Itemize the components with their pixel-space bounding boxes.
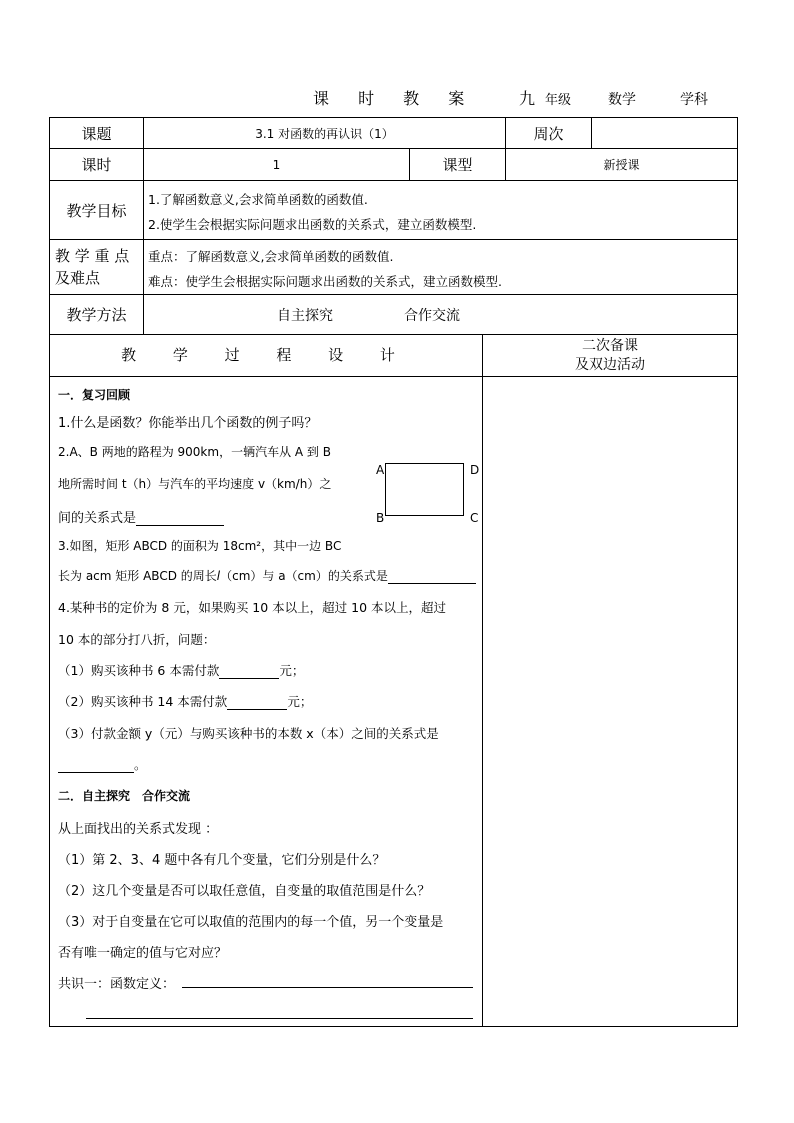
question-2-text: 间的关系式是 — [58, 511, 137, 526]
vertex-b-label: B — [376, 511, 385, 525]
difficulty: 难点：使学生会根据实际问题求出函数的关系式，建立函数模型. — [148, 274, 502, 289]
section-2-question-1: （1）第 2、3、4 题中各有几个变量，它们分别是什么？ — [58, 853, 386, 868]
subject-label: 学科 — [680, 92, 708, 108]
method-1: 自主探究 — [277, 307, 333, 324]
page-header — [0, 86, 794, 110]
question-2-line3 — [58, 507, 224, 526]
method-2: 合作交流 — [404, 307, 460, 324]
question-4-line2: 10 本的部分打八折，问题： — [58, 632, 216, 647]
vertex-d-label: D — [470, 463, 480, 477]
section-2-question-3-line1: （3）对于自变量在它可以取值的范围内的每一个值，另一个变量是 — [58, 915, 444, 930]
type-value: 新授课 — [603, 158, 640, 172]
section-2-question-3-line2: 否有唯一确定的值与它对应？ — [58, 946, 228, 961]
question-2-line1: 2.A、B 两地的路程为 900km，一辆汽车从 A 到 B — [58, 445, 331, 459]
section-2-intro: 从上面找出的关系式发现 ： — [58, 822, 219, 837]
notes-title-line2: 及双边活动 — [575, 357, 645, 373]
topic-label: 课题 — [81, 124, 112, 143]
subject-value: 数学 — [608, 92, 636, 108]
row-divider — [49, 376, 738, 377]
question-4-part2-unit: 元； — [287, 694, 313, 709]
week-value — [592, 118, 737, 148]
answer-blank — [58, 758, 134, 773]
question-4-part1 — [58, 661, 304, 679]
type-label: 课型 — [442, 156, 473, 174]
section-2-title: 二．自主探究 合作交流 — [58, 789, 191, 803]
question-4-part3-end: 。 — [134, 757, 147, 772]
row-divider — [49, 239, 738, 240]
grade-label: 年级 — [545, 93, 572, 108]
question-3-line1: 3.如图，矩形 ABCD 的面积为 18cm²，其中一边 BC — [58, 539, 342, 553]
row-divider — [49, 180, 738, 181]
definition-blank-line — [86, 1018, 473, 1019]
notes-title — [483, 337, 737, 375]
question-3-line2 — [58, 567, 476, 584]
consensus-label: 共识一：函数定义： — [58, 977, 176, 992]
goal-item: 2.使学生会根据实际问题求出函数的关系式，建立函数模型. — [148, 217, 477, 232]
topic-value: 3.1 对函数的再认识（1） — [255, 126, 394, 141]
answer-blank — [388, 569, 476, 584]
grade-value: 九 — [519, 89, 536, 108]
question-4-part3: （3）付款金额 y（元）与购买该种书的本数 x（本）之间的关系式是 — [58, 726, 439, 741]
question-4-line1: 4.某种书的定价为 8 元，如果购买 10 本以上，超过 10 本以上，超过 — [58, 600, 447, 615]
answer-blank — [227, 695, 287, 710]
goal-item: 1.了解函数意义,会求简单函数的函数值. — [148, 192, 368, 207]
section-1-title: 一．复习回顾 — [58, 388, 131, 402]
hours-value: 1 — [272, 157, 281, 172]
question-1: 1.什么是函数？你能举出几个函数的例子吗？ — [58, 416, 318, 431]
question-2-line2: 地所需时间 t（h）与汽车的平均速度 v（km/h）之 — [58, 477, 332, 491]
goals-label: 教学目标 — [66, 201, 127, 220]
page-title: 课 时 教 案 — [313, 89, 477, 108]
row-divider — [49, 334, 738, 335]
week-label: 周次 — [533, 124, 564, 143]
process-title: 教 学 过 程 设 计 — [121, 346, 411, 364]
question-4-part2 — [58, 692, 312, 710]
section-2-question-2: （2）这几个变量是否可以取任意值，自变量的取值范围是什么？ — [58, 884, 431, 899]
col-divider — [482, 334, 483, 1027]
question-4-part1-text: （1）购买该种书 6 本需付款 — [58, 663, 220, 678]
rectangle-abcd-figure — [385, 463, 464, 516]
method-label: 教学方法 — [66, 306, 127, 324]
vertex-a-label: A — [376, 463, 385, 477]
answer-blank — [136, 511, 224, 526]
notes-title-line1: 二次备课 — [582, 338, 638, 354]
key-point: 重点：了解函数意义,会求简单函数的函数值. — [148, 249, 394, 264]
question-3-text-a: 长为 acm 矩形 ABCD 的周长 — [58, 569, 217, 583]
key-label-line1: 教 学 重 点 — [55, 246, 130, 265]
vertex-c-label: C — [470, 511, 479, 525]
key-label-line2: 及难点 — [55, 268, 101, 287]
question-3-text-b: （cm）与 a（cm）的关系式是 — [220, 569, 388, 583]
hours-label: 课时 — [81, 156, 112, 174]
question-4-part2-text: （2）购买该种书 14 本需付款 — [58, 694, 228, 709]
question-4-part1-unit: 元； — [279, 663, 305, 678]
question-4-part3-answer — [58, 755, 147, 773]
row-divider — [49, 294, 738, 295]
answer-blank — [219, 664, 279, 679]
perimeter-symbol: l — [216, 569, 221, 583]
definition-blank-line — [182, 987, 473, 988]
